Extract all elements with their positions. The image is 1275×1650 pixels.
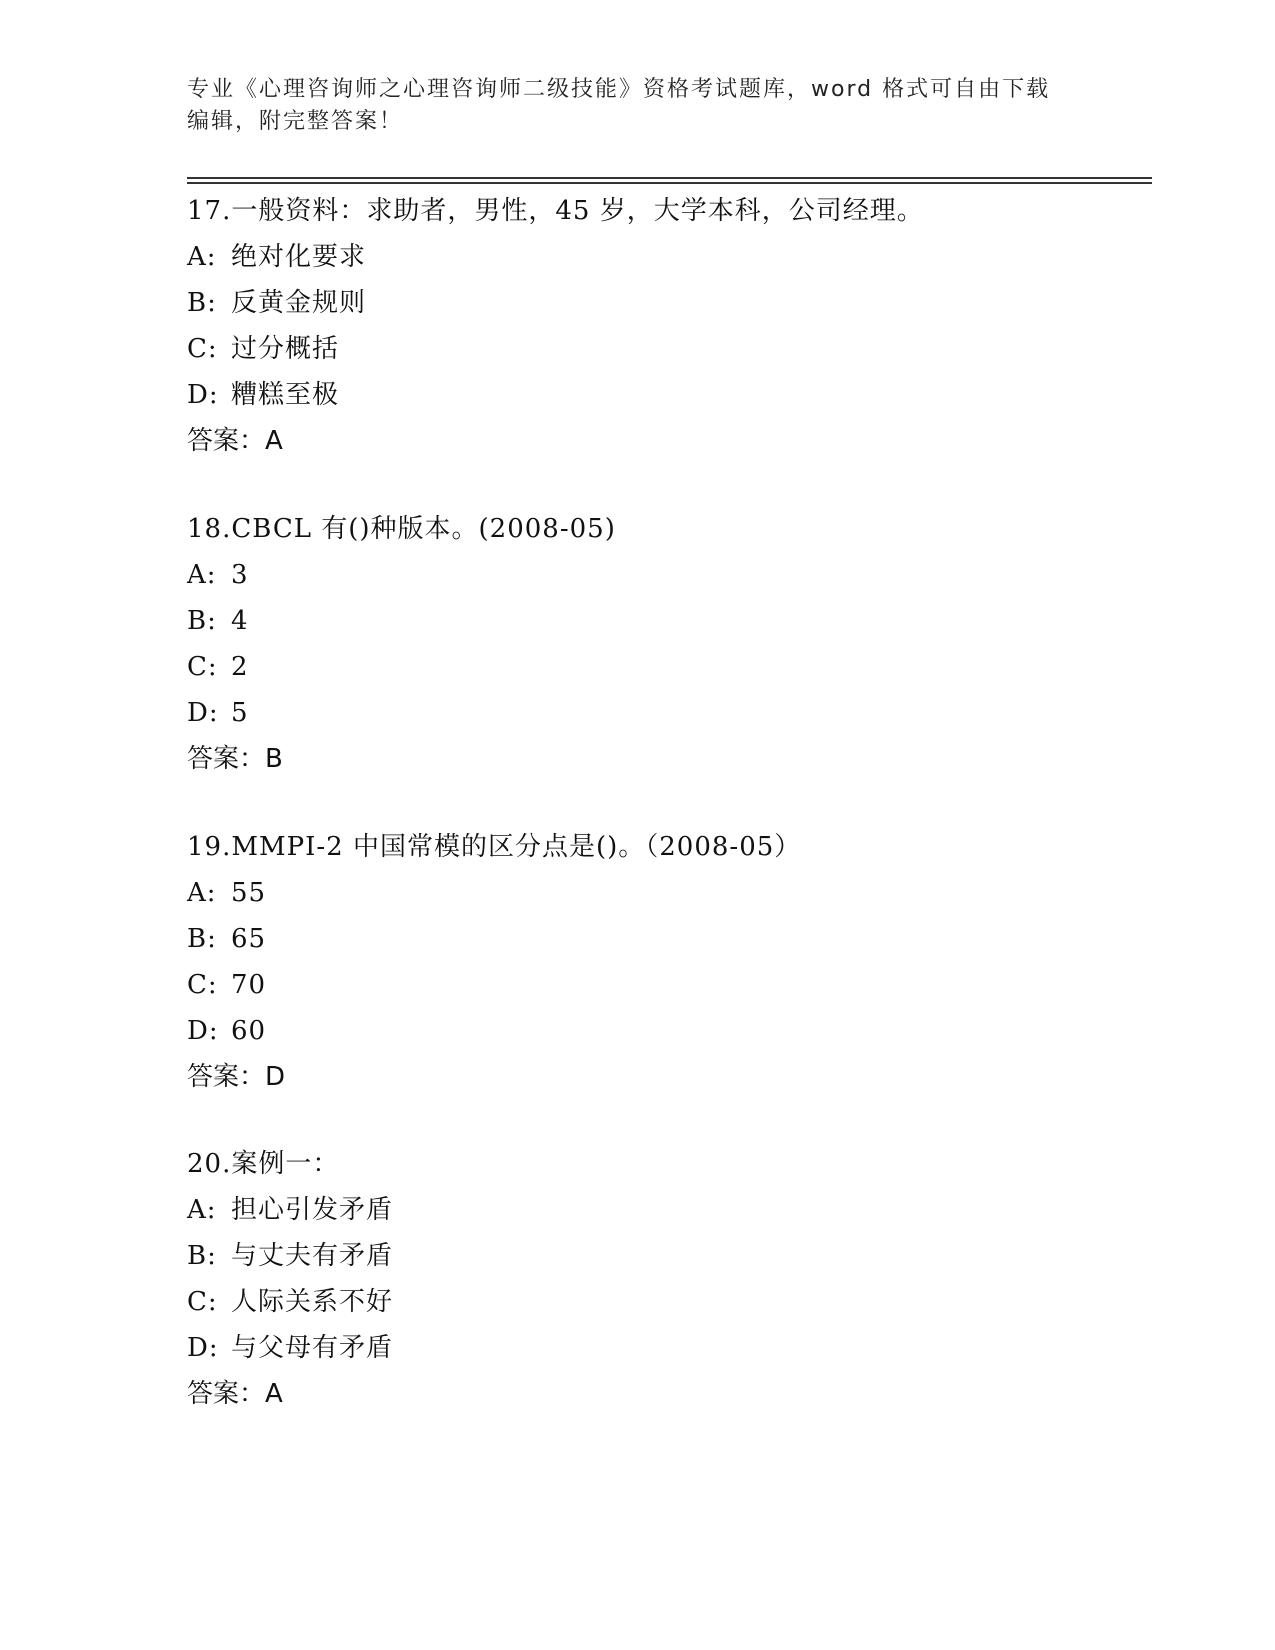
header-line-1: 专业《心理咨询师之心理咨询师二级技能》资格考试题库，word 格式可自由下载 (187, 77, 1051, 102)
option-key: A: (187, 878, 217, 908)
option-a (187, 1187, 1147, 1233)
option-key: C: (187, 334, 218, 364)
answer-label: 答案：A (187, 1379, 283, 1409)
option-c (187, 326, 1147, 372)
question-17 (187, 188, 1147, 464)
option-d (187, 372, 1147, 418)
option-value: 反黄金规则 (231, 288, 367, 318)
option-key: D: (187, 380, 219, 410)
question-text: 20.案例一： (187, 1149, 340, 1179)
option-value: 55 (231, 878, 267, 908)
option-d (187, 1325, 1147, 1371)
question-19 (187, 824, 1147, 1100)
option-value: 与丈夫有矛盾 (231, 1241, 394, 1271)
option-b (187, 916, 1147, 962)
option-key: D: (187, 698, 219, 728)
option-value: 3 (231, 560, 249, 590)
option-value: 4 (231, 606, 249, 636)
answer-label: 答案：A (187, 426, 283, 456)
option-value: 与父母有矛盾 (231, 1333, 394, 1363)
option-a (187, 870, 1147, 916)
header-line-2: 编辑，附完整答案！ (187, 109, 404, 134)
option-key: D: (187, 1016, 219, 1046)
option-value: 60 (231, 1016, 267, 1046)
option-key: A: (187, 1195, 217, 1225)
question-text: 19.MMPI-2 中国常模的区分点是()。（2008-05） (187, 832, 802, 862)
option-d (187, 690, 1147, 736)
question-text: 18.CBCL 有()种版本。(2008-05) (187, 514, 616, 544)
option-value: 糟糕至极 (231, 380, 340, 410)
option-key: C: (187, 970, 218, 1000)
option-key: B: (187, 288, 217, 318)
option-key: A: (187, 242, 217, 272)
option-value: 65 (231, 924, 267, 954)
option-a (187, 552, 1147, 598)
document-header (187, 74, 1067, 138)
option-value: 过分概括 (231, 334, 340, 364)
option-key: B: (187, 1241, 217, 1271)
option-key: B: (187, 606, 217, 636)
option-b (187, 280, 1147, 326)
option-value: 人际关系不好 (231, 1287, 394, 1317)
option-key: B: (187, 924, 217, 954)
option-key: A: (187, 560, 217, 590)
header-divider-top (187, 177, 1152, 179)
option-c (187, 962, 1147, 1008)
option-value: 5 (231, 698, 249, 728)
option-b (187, 598, 1147, 644)
option-c (187, 1279, 1147, 1325)
option-a (187, 234, 1147, 280)
option-b (187, 1233, 1147, 1279)
header-divider-bottom (187, 182, 1152, 184)
answer-label: 答案：D (187, 1062, 286, 1092)
option-d (187, 1008, 1147, 1054)
answer-label: 答案：B (187, 744, 283, 774)
option-key: C: (187, 1287, 218, 1317)
option-value: 70 (231, 970, 267, 1000)
option-value: 担心引发矛盾 (231, 1195, 394, 1225)
option-value: 绝对化要求 (231, 242, 367, 272)
question-text: 17.一般资料：求助者，男性，45 岁，大学本科，公司经理。 (187, 196, 924, 226)
question-20 (187, 1141, 1147, 1417)
question-18 (187, 506, 1147, 782)
option-c (187, 644, 1147, 690)
option-key: C: (187, 652, 218, 682)
option-value: 2 (231, 652, 249, 682)
option-key: D: (187, 1333, 219, 1363)
